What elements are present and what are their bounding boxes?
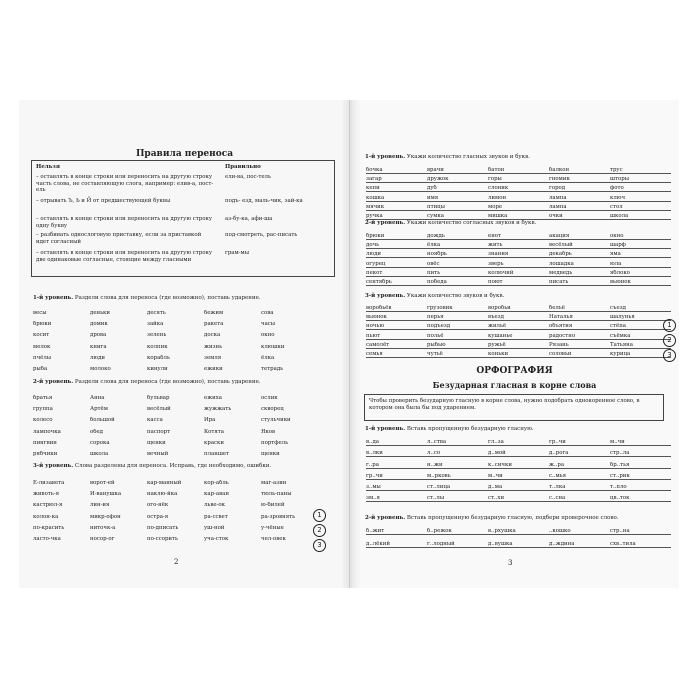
word-item: пить: [427, 270, 488, 277]
word-item: ст..лица: [427, 484, 488, 491]
word-item: схв..тила: [610, 541, 671, 548]
word-item: зверь: [488, 261, 549, 268]
word-item: Е-лизавета: [33, 480, 65, 486]
word-item: рыбью: [427, 342, 488, 349]
word-item: лампа: [549, 204, 610, 211]
r-task5-word-grid: [366, 528, 666, 548]
word-item: деньки: [90, 310, 110, 316]
word-item: гл..за: [488, 439, 549, 446]
word-item: г..ра: [366, 462, 427, 469]
word-item: пчёлы: [33, 354, 52, 361]
word-item: краски: [204, 439, 225, 446]
word-item: знания: [488, 251, 549, 258]
word-item: весёлый: [147, 406, 171, 413]
word-item: ст..лы: [427, 495, 488, 502]
word-item: Рязань: [549, 342, 610, 349]
word-item: ниточк-а: [90, 524, 116, 531]
word-item: т..пло: [610, 484, 671, 491]
word-item: ст..рик: [610, 473, 671, 480]
rule-wrong: – оставлять в конце строки или переносить на другую строку две одинаковые согласные, стоящие между гласными: [36, 250, 212, 263]
word-item: балкон: [549, 167, 610, 174]
word-item: лампа: [549, 195, 610, 202]
word-item: обед: [90, 428, 104, 435]
word-item: сентябрь: [366, 279, 427, 286]
word-item: ворот-ей: [90, 480, 115, 486]
word-item: лампочка: [33, 428, 61, 435]
word-item: зайка: [147, 321, 164, 328]
word-item: в..лки: [366, 450, 427, 457]
word-item: врачи: [427, 167, 488, 174]
r-task1-word-grid: [366, 167, 666, 220]
word-item: колпик: [147, 343, 168, 350]
word-item: портфель: [261, 439, 289, 446]
word-item: в..рхушка: [488, 528, 549, 535]
word-item: гномик: [549, 176, 610, 183]
word-item: объятия: [549, 323, 610, 330]
word-item: по-дписать: [147, 524, 179, 531]
word-item: грузовик: [427, 305, 488, 312]
rule-right: ели-ва, пос-тель: [225, 174, 271, 180]
word-item: воробьи: [488, 305, 549, 312]
word-item: дружок: [427, 176, 488, 183]
word-item: кушанье: [488, 333, 549, 340]
word-item: м..чи: [610, 439, 671, 446]
word-item: Анна: [90, 395, 105, 401]
task2-heading: 2-й уровень. Раздели слова для переноса (где возможно), поставь ударение.: [33, 379, 261, 385]
word-item: поют: [488, 279, 549, 286]
word-item: вечный: [147, 450, 169, 457]
word-item: сова: [261, 310, 274, 316]
word-item: микр-офон: [90, 513, 121, 520]
word-item: горы: [488, 176, 549, 183]
word-item: зм..я: [366, 495, 427, 502]
word-item: юла: [610, 261, 671, 268]
word-item: коньки: [488, 351, 549, 358]
task1-word-grid: [33, 310, 318, 372]
word-item: льве-ок: [204, 502, 226, 509]
word-item: съёмка: [610, 333, 671, 340]
word-item: носор-ог: [90, 535, 115, 542]
word-item: Яков: [261, 428, 276, 435]
word-item: ого-нёк: [147, 502, 169, 509]
rule-wrong: – отрывать Ъ, Ь и Й от предшествующей буквы: [36, 198, 171, 204]
word-item: животь-я: [33, 491, 59, 498]
word-item: домик: [90, 321, 108, 328]
word-item: шторы: [610, 176, 671, 183]
word-item: Татьяна: [610, 342, 671, 349]
right-page: [350, 100, 679, 588]
word-item: л..ства: [427, 439, 488, 446]
word-item: уча-сток: [204, 535, 229, 542]
word-item: трус: [610, 167, 671, 174]
r-task1-heading: 1-й уровень. Укажи количество гласных звуков и букв.: [365, 154, 530, 160]
word-item: жильё: [488, 323, 549, 330]
level-1-circle: 1: [313, 509, 326, 522]
word-item: победа: [427, 279, 488, 286]
word-item: вьюнок: [366, 314, 427, 321]
word-item: окно: [261, 332, 275, 339]
word-item: рыба: [33, 365, 48, 372]
rule-text: Чтобы проверить безударную гласную в корне слова, нужно подобрать однокоренное слово, в котором она была бы под ударением.: [369, 398, 640, 411]
word-item: дуб: [427, 185, 488, 192]
word-item: жужжать: [204, 406, 232, 413]
word-item: кор-абль: [204, 480, 229, 486]
task2-word-grid: [33, 395, 318, 457]
word-item: лин-ия: [90, 502, 110, 509]
word-item: енот: [488, 233, 549, 240]
rule-right: грам-мы: [225, 250, 249, 256]
left-page: [19, 100, 350, 588]
r-level-1-circle: 1: [663, 319, 676, 332]
word-item: школа: [90, 450, 109, 457]
word-item: семья: [366, 351, 427, 358]
rule-wrong: – оставлять в конце строки или переносить на другую строку одну букву: [36, 216, 212, 229]
word-item: у-чёные: [261, 524, 284, 531]
word-item: загар: [366, 176, 427, 183]
word-item: ежиха: [204, 395, 222, 401]
word-item: уш-ной: [204, 524, 225, 531]
word-item: брюки: [366, 233, 427, 240]
rule-right: аз-бу-ка, афи-ша: [225, 216, 273, 222]
word-item: ра-зровнять: [261, 513, 296, 520]
word-item: книга: [90, 343, 107, 350]
word-item: шалунья: [610, 314, 671, 321]
word-item: зелень: [147, 332, 167, 339]
word-item: стол: [610, 204, 671, 211]
word-item: наклю-йка: [147, 491, 178, 498]
word-item: л..со: [427, 450, 488, 457]
word-item: соловьи: [549, 351, 610, 358]
word-item: писать: [549, 279, 610, 286]
section-title: ОРФОГРАФИЯ: [476, 366, 553, 376]
word-item: батон: [488, 167, 549, 174]
word-item: подъезд: [427, 323, 488, 330]
word-item: земля: [204, 354, 222, 361]
word-item: чутьё: [427, 351, 488, 358]
word-item: маг-азин: [261, 480, 287, 486]
word-item: овёс: [427, 261, 488, 268]
level-2-circle: 2: [313, 524, 326, 537]
word-item: ёлка: [427, 242, 488, 249]
word-item: слоник: [488, 185, 549, 192]
word-item: д..лёкий: [366, 541, 427, 548]
r-task3-word-grid: [366, 305, 666, 358]
word-item: кинули: [147, 365, 168, 372]
word-item: ручка: [366, 213, 427, 220]
word-item: ласто-чка: [33, 535, 61, 542]
word-item: брюки: [33, 321, 52, 328]
word-item: стульчики: [261, 417, 291, 424]
word-item: чел-овек: [261, 535, 286, 542]
word-item: кошка: [366, 195, 427, 202]
word-item: медведь: [549, 270, 610, 277]
word-item: ст..хи: [488, 495, 549, 502]
word-item: лошадка: [549, 261, 610, 268]
word-item: скворец: [261, 406, 284, 413]
word-item: сумка: [427, 213, 488, 220]
word-item: братья: [33, 395, 53, 401]
page-number-right: 3: [508, 559, 513, 567]
r-task5-heading: 2-й уровень. Вставь пропущенную безударную гласную, подбери проверочное слово.: [365, 515, 619, 521]
word-item: дождь: [427, 233, 488, 240]
word-item: город: [549, 185, 610, 192]
word-item: самолёт: [366, 342, 427, 349]
word-item: жить: [488, 242, 549, 249]
word-item: д..ма: [488, 484, 549, 491]
word-item: колесо: [33, 417, 53, 424]
task3-word-grid: [33, 480, 318, 542]
word-item: цв..ток: [610, 495, 671, 502]
word-item: доска: [204, 332, 221, 339]
word-item: г..лодный: [427, 541, 488, 548]
word-item: молоко: [90, 365, 111, 372]
task3-heading: 3-й уровень. Слова разделены для переноса. Исправь, где необходимо, ошибки.: [33, 463, 272, 469]
word-item: с..мья: [549, 473, 610, 480]
word-item: окно: [610, 233, 671, 240]
word-item: стёпа: [610, 323, 671, 330]
word-item: море: [488, 204, 549, 211]
word-item: колючий: [488, 270, 549, 277]
word-item: к..сички: [488, 462, 549, 469]
word-item: огурец: [366, 261, 427, 268]
word-item: Артём: [90, 406, 108, 413]
page-number-left: 2: [174, 558, 179, 566]
word-item: колон-ка: [33, 513, 59, 520]
word-item: ружьё: [488, 342, 549, 349]
word-item: с..сна: [549, 495, 610, 502]
word-item: стр..на: [610, 528, 671, 535]
word-item: шарф: [610, 242, 671, 249]
word-item: имя: [427, 195, 488, 202]
word-item: мелок: [33, 343, 51, 350]
word-item: остра-я: [147, 513, 169, 520]
word-item: люди: [90, 354, 106, 361]
word-item: рябчики: [33, 450, 58, 457]
word-item: перья: [427, 314, 488, 321]
word-item: д..ждина: [549, 541, 610, 548]
word-item: весёлый: [549, 242, 610, 249]
word-item: касса: [147, 417, 163, 424]
word-item: польё: [427, 333, 488, 340]
word-item: по-ссорить: [147, 535, 178, 542]
word-item: ослик: [261, 395, 278, 401]
word-item: м..чи: [488, 473, 549, 480]
word-item: мячик: [366, 204, 427, 211]
word-item: пьют: [366, 333, 427, 340]
word-item: ёлка: [261, 354, 275, 361]
word-item: Котята: [204, 428, 224, 435]
word-item: н..жи: [427, 462, 488, 469]
word-item: люди: [366, 251, 427, 258]
task1-heading: 1-й уровень. Раздели слова для переноса (где возможно), поставь ударение.: [33, 295, 261, 301]
word-item: очки: [549, 213, 610, 220]
word-item: школа: [610, 213, 671, 220]
word-item: кар-аван: [204, 491, 229, 498]
section-subtitle: Безударная гласная в корне слова: [432, 380, 597, 390]
word-item: въезд: [488, 314, 549, 321]
word-item: стр..ла: [610, 450, 671, 457]
rule-wrong: – оставлять в конце строки или переносить на другую строку часть слова, не составляющую слога, например: елив-а, пост-ель: [36, 174, 214, 194]
word-item: дочь: [366, 242, 427, 249]
word-item: гр..чи: [549, 439, 610, 446]
word-item: дрова: [90, 332, 107, 339]
word-item: воробьёв: [366, 305, 427, 312]
word-item: т..лка: [549, 484, 610, 491]
word-item: кепи: [366, 185, 427, 192]
word-item: бежим: [204, 310, 224, 316]
word-item: м..рковь: [427, 473, 488, 480]
r-task2-word-grid: [366, 233, 666, 286]
word-item: ночью: [366, 323, 427, 330]
word-item: бельё: [549, 305, 610, 312]
word-item: щенки: [261, 450, 280, 457]
word-item: мишка: [488, 213, 549, 220]
word-item: ж..ра: [549, 462, 610, 469]
workbook-spread: [19, 100, 679, 588]
word-item: корабль: [147, 354, 170, 361]
word-item: б..жит: [366, 528, 427, 535]
word-item: з..мы: [366, 484, 427, 491]
word-item: курица: [610, 351, 671, 358]
word-item: д..мой: [488, 450, 549, 457]
word-item: жизнь: [204, 343, 223, 350]
word-item: десять: [147, 310, 166, 316]
word-item: съезд: [610, 305, 671, 312]
word-item: фото: [610, 185, 671, 192]
word-item: планшет: [204, 450, 230, 457]
word-item: сорока: [90, 439, 110, 446]
word-item: радостно: [549, 333, 610, 340]
rules-header-yes: Правильно: [225, 164, 261, 170]
word-item: весы: [33, 310, 47, 316]
word-item: ..кошко: [549, 528, 610, 535]
word-item: клюшки: [261, 343, 285, 350]
word-item: яблоко: [610, 270, 671, 277]
word-item: паспорт: [147, 428, 171, 435]
word-item: ракета: [204, 321, 224, 328]
rule-right: под-смотреть, рас-писать: [225, 232, 298, 238]
word-item: тетрадь: [261, 365, 284, 372]
r-task3-heading: 3-й уровень. Укажи количество звуков и букв.: [365, 293, 505, 299]
word-item: в..да: [366, 439, 427, 446]
r-task2-heading: 2-й уровень. Укажи количество согласных звуков и букв.: [365, 220, 537, 226]
rule-wrong: – разбивать однослоговую приставку, если за приставкой идет согласный: [36, 232, 202, 245]
word-item: Наталья: [549, 314, 610, 321]
word-item: группа: [33, 406, 53, 413]
word-item: по-красить: [33, 524, 65, 531]
level-3-circle: 3: [313, 539, 326, 552]
word-item: тюль-паны: [261, 491, 292, 498]
rules-header-no: Нельзя: [36, 164, 60, 170]
word-item: яма: [610, 251, 671, 258]
word-item: бр..тья: [610, 462, 671, 469]
word-item: ра-ссвет: [204, 513, 228, 520]
word-item: бочка: [366, 167, 427, 174]
word-item: кастрюл-я: [33, 502, 63, 509]
r-level-3-circle: 3: [663, 349, 676, 362]
word-item: косит: [33, 332, 50, 339]
word-item: б..режок: [427, 528, 488, 535]
word-item: лимон: [488, 195, 549, 202]
word-item: Ира: [204, 417, 216, 424]
word-item: пекот: [366, 270, 427, 277]
word-item: щенки: [147, 439, 166, 446]
word-item: бульвар: [147, 395, 170, 401]
word-item: д..вушка: [488, 541, 549, 548]
word-item: вьюнок: [610, 279, 671, 286]
word-item: И-ванушка: [90, 491, 122, 498]
word-item: ежики: [204, 365, 223, 372]
word-item: пингвин: [33, 439, 57, 446]
word-item: декабрь: [549, 251, 610, 258]
word-item: гр..чи: [366, 473, 427, 480]
word-item: д..рога: [549, 450, 610, 457]
r-level-2-circle: 2: [663, 334, 676, 347]
word-item: кар-манный: [147, 480, 182, 486]
rules-title: Правила переноса: [135, 149, 234, 159]
word-item: ю-билей: [261, 502, 285, 509]
rule-right: подъ- езд, маль-чик, зай-ка: [225, 198, 303, 204]
word-item: акация: [549, 233, 610, 240]
word-item: часы: [261, 321, 276, 328]
r-task4-heading: 1-й уровень. Вставь пропущенную безударную гласную.: [365, 426, 534, 432]
word-item: ноябрь: [427, 251, 488, 258]
word-item: ключ: [610, 195, 671, 202]
word-item: птицы: [427, 204, 488, 211]
r-task4-word-grid: [366, 439, 666, 502]
word-item: большой: [90, 417, 115, 424]
